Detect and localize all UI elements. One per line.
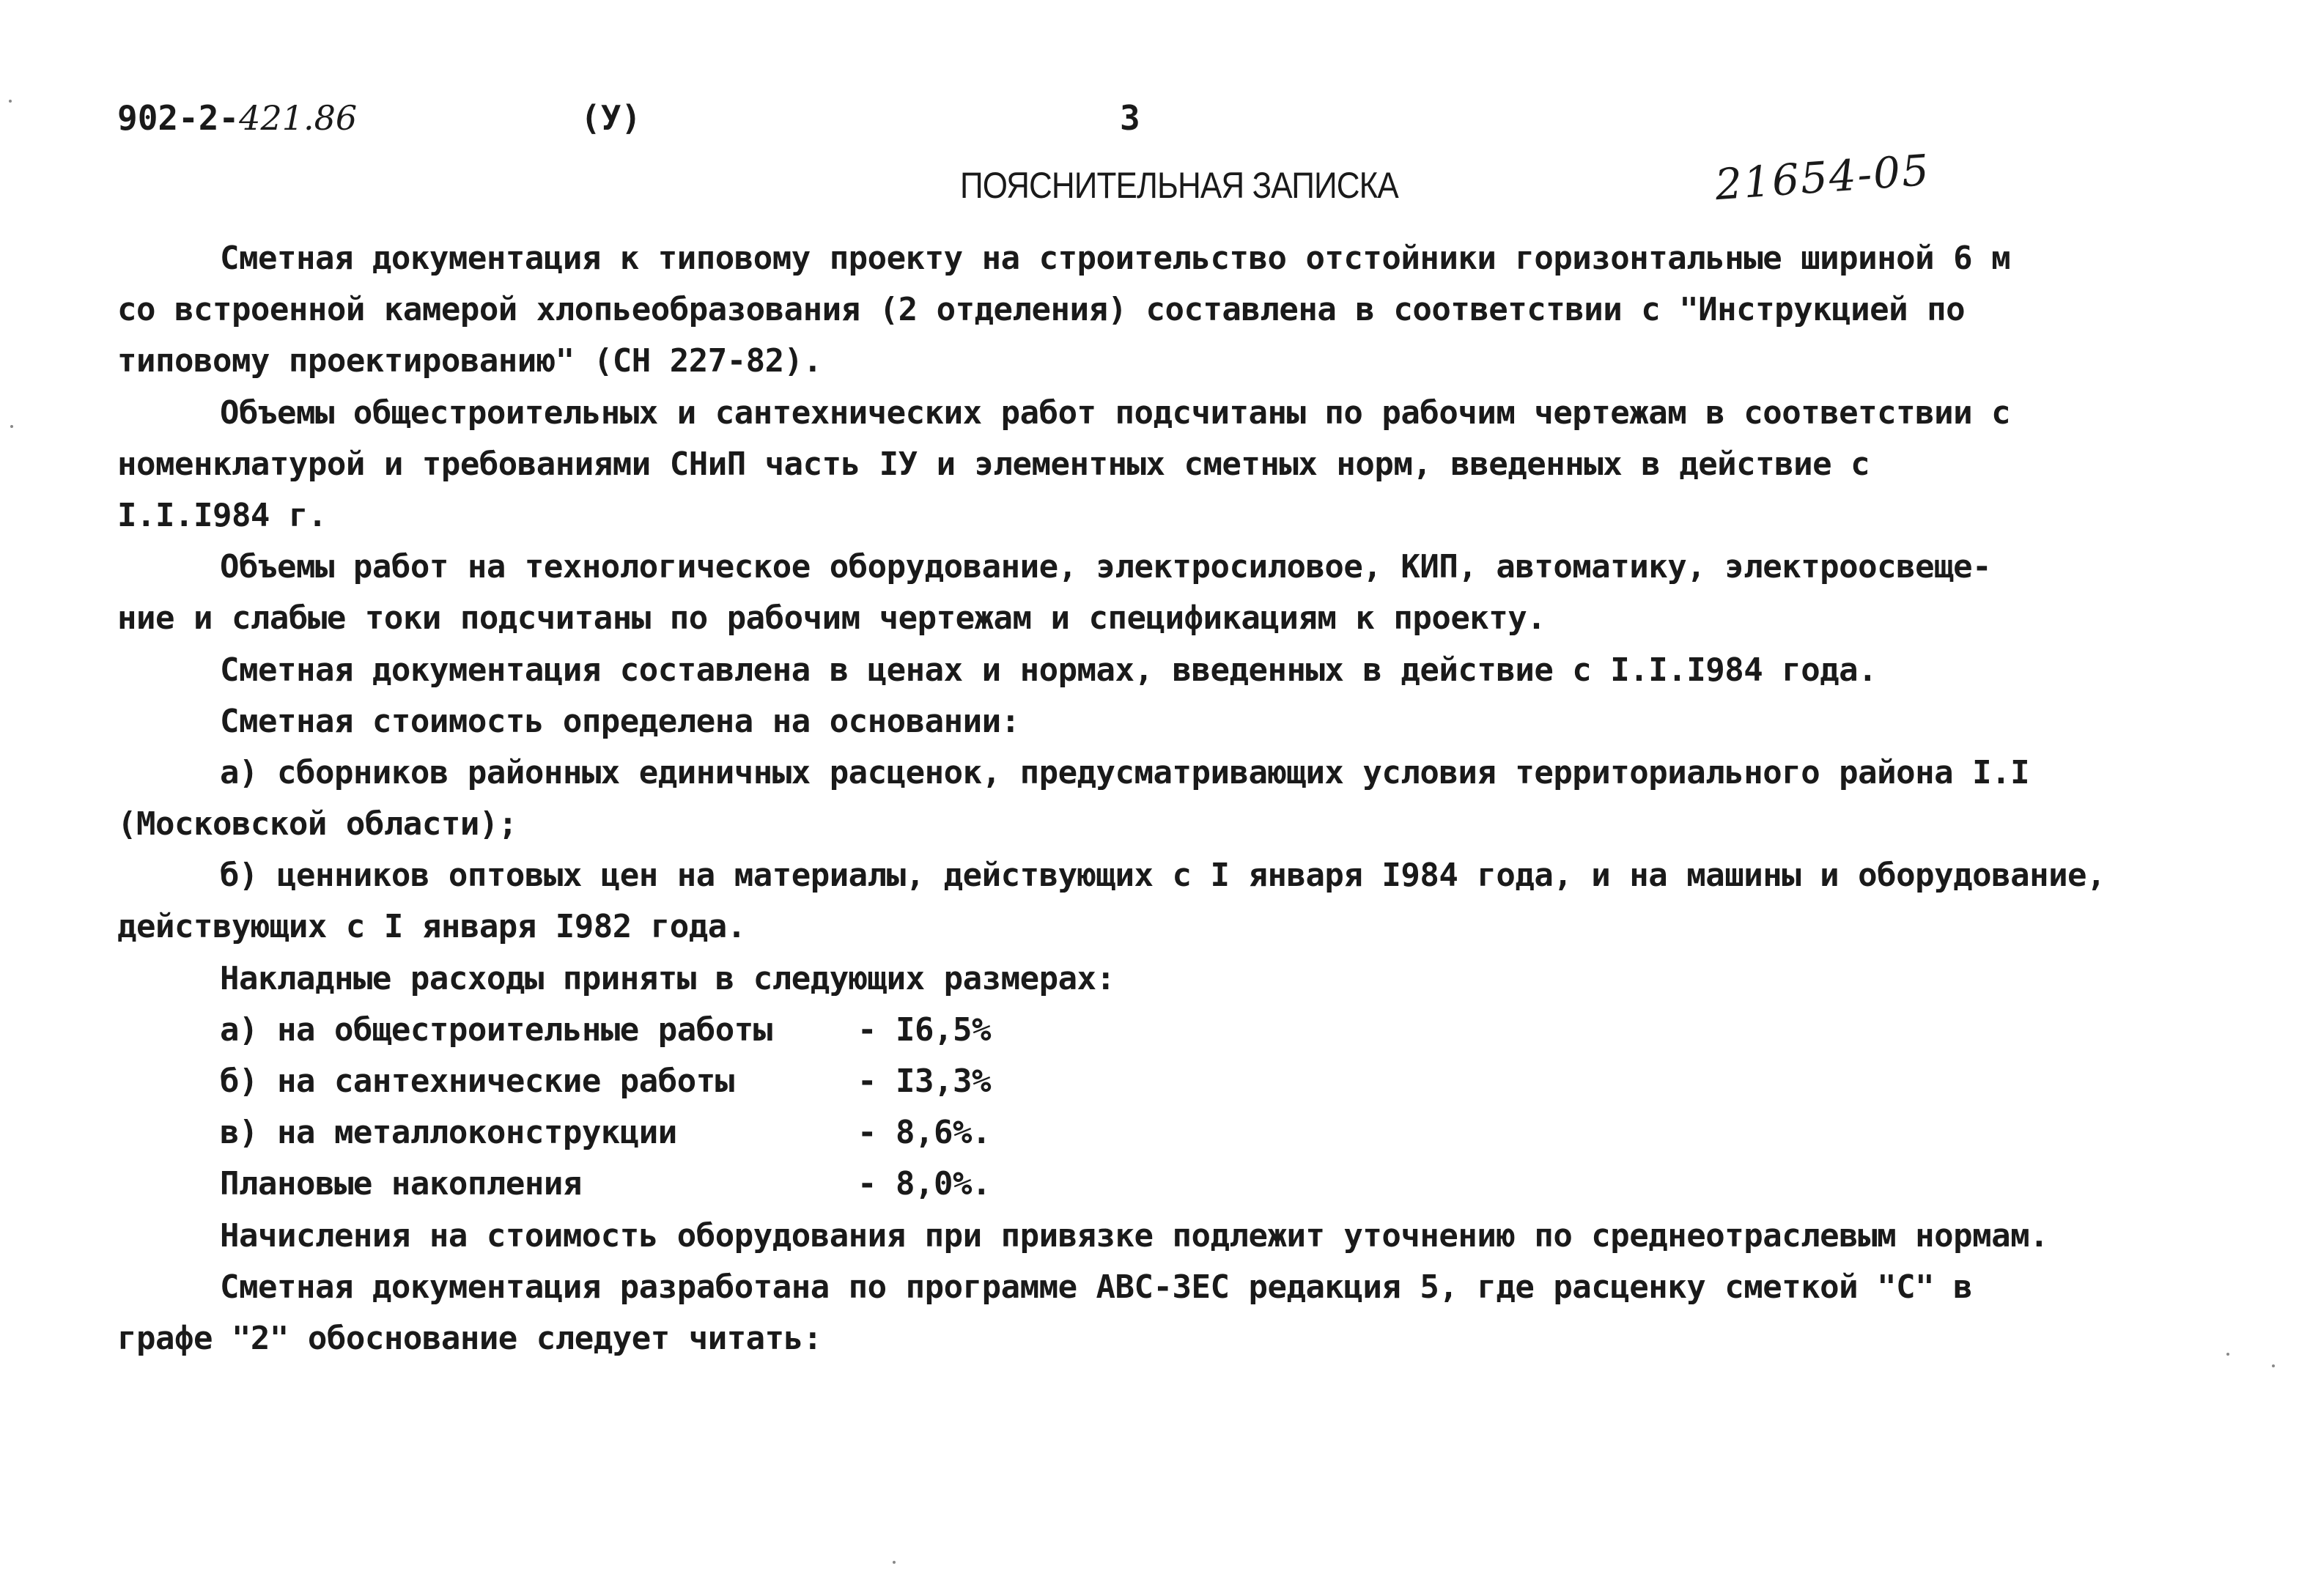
text-line: графе "2" обоснование следует читать: [117, 1319, 822, 1357]
paragraph-5: Сметная стоимость определена на основании: [220, 702, 1020, 740]
text-line: ние и слабые токи подсчитаны по рабочим чертежам и спецификациям к проекту. [117, 599, 1546, 638]
paragraph-8: Накладные расходы приняты в следующих размерах: [220, 959, 1115, 997]
rate-label: б) на сантехнические работы [220, 1063, 734, 1100]
paragraph-3 [117, 542, 2243, 644]
text-line: б) ценников оптовых цен на материалы, действующих с I января I984 года, и на машины и оборудование, [220, 857, 2106, 895]
rate-value: - 8,6%. [857, 1114, 991, 1152]
paragraph-1 [117, 233, 2243, 388]
text-line: Сметная документация разработана по программе АВС-3ЕС редакция 5, где расценку сметкой "С" в [220, 1268, 1973, 1306]
text-line: а) сборников районных единичных расценок, предусматривающих условия территориального района I.I [220, 753, 2030, 791]
text-line: типовому проектированию" (СН 227-82). [117, 342, 822, 380]
rate-row [117, 1056, 2243, 1107]
inventory-number: 21654-05 [1713, 144, 1932, 210]
rate-label: Плановые накопления [220, 1165, 582, 1203]
text-line: Сметная документация к типовому проекту на строительство отстойники горизонтальные шириной 6 м [220, 240, 2011, 277]
rate-row [117, 1107, 2243, 1159]
scan-speck [10, 425, 13, 428]
paragraph-9: Начисления на стоимость оборудования при привязке подлежит уточнению по среднеотраслевым нормам. [220, 1216, 2049, 1255]
rate-value: - 8,0%. [857, 1165, 991, 1203]
rate-value: - I6,5% [857, 1011, 991, 1049]
text-line: номенклатурой и требованиями СНиП часть IУ и элементных сметных норм, введенных в действие с [117, 445, 1870, 483]
text-line: Объемы общестроительных и сантехнических работ подсчитаны по рабочим чертежам в соответствии с [220, 394, 2011, 432]
rate-row [117, 1005, 2243, 1056]
paragraph-2 [117, 388, 2243, 542]
rate-label: в) на металлоконструкции [220, 1114, 677, 1152]
paragraph-6 [117, 747, 2243, 850]
document-body [117, 233, 2243, 1364]
rate-value: - I3,3% [857, 1063, 991, 1100]
scan-speck [2226, 1353, 2229, 1356]
text-line: Объемы работ на технологическое оборудование, электросиловое, КИП, автоматику, электроосвеще- [220, 548, 1992, 586]
text-line: со встроенной камерой хлопьеобразования (2 отделения) составлена в соответствии с "Инструкцией по [117, 291, 1966, 329]
paragraph-7 [117, 850, 2243, 953]
scan-speck [9, 100, 12, 103]
scan-speck [2272, 1364, 2275, 1367]
rates-list [117, 1005, 2243, 1211]
text-line: (Московской области); [117, 805, 517, 843]
rate-label: а) на общестроительные работы [220, 1011, 772, 1049]
text-line: действующих с I января I982 года. [117, 908, 746, 946]
paragraph-10 [117, 1262, 2243, 1364]
page-number: 3 [1120, 98, 1140, 138]
text-line: I.I.I984 г. [117, 496, 327, 534]
document-title: ПОЯСНИТЕЛЬНАЯ ЗАПИСКА [960, 165, 1398, 206]
document-variant: (У) [580, 98, 642, 138]
paragraph-4: Сметная документация составлена в ценах и нормах, введенных в действие с I.I.I984 года. [220, 651, 1878, 689]
scan-speck [893, 1561, 896, 1564]
document-code-printed: 902-2- [117, 98, 240, 138]
rate-row [117, 1159, 2243, 1210]
document-code-handwritten: 421.86 [239, 98, 358, 138]
document-code [117, 98, 358, 138]
